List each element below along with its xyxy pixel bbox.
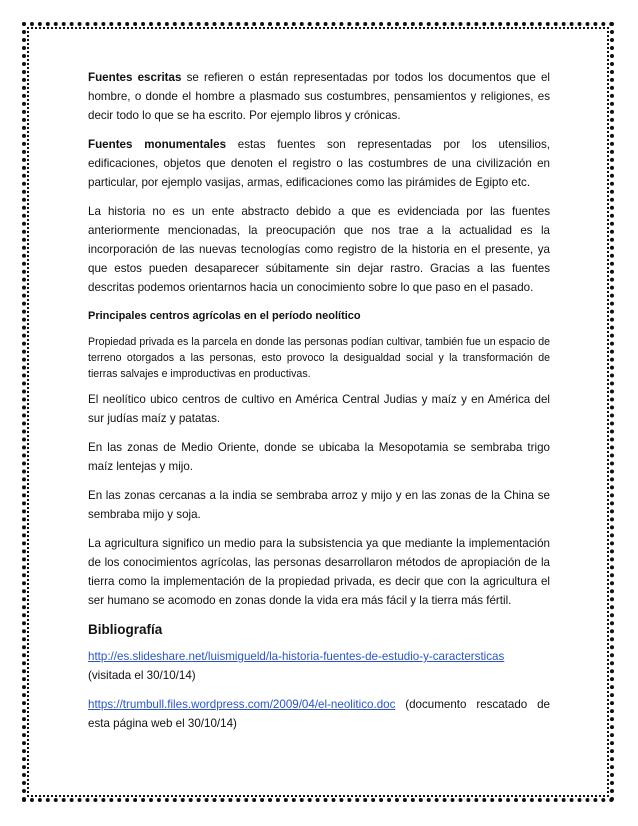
bibliography-link-1[interactable]: http://es.slideshare.net/luismigueld/la-historia-fuentes-de-estudio-y-caractersticas — [88, 650, 505, 663]
bibliography-link-2[interactable]: https://trumbull.files.wordpress.com/2009/04/el-neolitico.doc — [88, 698, 396, 711]
paragraph-propiedad-privada: Propiedad privada es la parcela en donde las personas podían cultivar, también fue un espacio de terreno otorgados a las personas, esto provoco la desigualdad social y la transformación de tierras salvajes e improductivas en productivas. — [88, 336, 550, 380]
bibliography-entry-2 — [88, 695, 550, 733]
bibliography-note-2: (documento rescatado de esta página web el 30/10/14) — [88, 698, 550, 730]
paragraph-agricultura: La agricultura significo un medio para la subsistencia ya que mediante la implementación de los conocimientos agrícolas, las personas desarrollaron métodos de apropiación de la tierra como la implementación de la propiedad privada, es decir que con la agricultura el ser humano se acomodo en zonas donde la vida era más fácil y la tierra más fértil. — [88, 537, 550, 607]
paragraph-fuentes-monumentales — [88, 135, 550, 192]
paragraph-india-china: En las zonas cercanas a la india se sembraba arroz y mijo y en las zonas de la China se sembraba mijo y soja. — [88, 489, 550, 521]
document-body — [88, 68, 550, 743]
section-heading: Principales centros agrícolas en el período neolítico — [88, 310, 361, 322]
paragraph-medio-oriente: En las zonas de Medio Oriente, donde se ubicaba la Mesopotamia se sembraba trigo maíz lentejas y mijo. — [88, 441, 550, 473]
paragraph-historia: La historia no es un ente abstracto debido a que es evidenciada por las fuentes anteriormente mencionadas, la preocupación que nos trae a la actualidad es la incorporación de las nuevas tecnologías como registro de la historia en el presente, ya que estos pueden desaparecer súbitamente sin dejar rastro. Gracias a las fuentes descritas podemos orientarnos hacia un conocimiento sobre lo que paso en el pasado. — [88, 205, 550, 294]
bibliography-entry-1 — [88, 647, 550, 685]
paragraph-fuentes-escritas — [88, 68, 550, 125]
bibliography-title: Bibliografía — [88, 622, 163, 637]
paragraph-neolitico-america: El neolítico ubico centros de cultivo en América Central Judias y maíz y en América del sur judías maíz y patatas. — [88, 393, 550, 425]
paragraph-text: se refieren o están representadas por todos los documentos que el hombre, o donde el hombre a plasmado sus costumbres, pensamientos y religiones, es decir todo lo que se ha escrito. Por ejemplo libros y crónicas. — [88, 71, 550, 122]
bibliography-note-1: (visitada el 30/10/14) — [88, 669, 196, 682]
term-fuentes-escritas: Fuentes escritas — [88, 71, 182, 84]
term-fuentes-monumentales: Fuentes monumentales — [88, 138, 227, 151]
paragraph-text: estas fuentes son representadas por los utensilios, edificaciones, objetos que denoten el registro o las costumbres de una civilización en particular, por ejemplo vasijas, armas, edificaciones como las pirámides de Egipto etc. — [88, 138, 550, 189]
